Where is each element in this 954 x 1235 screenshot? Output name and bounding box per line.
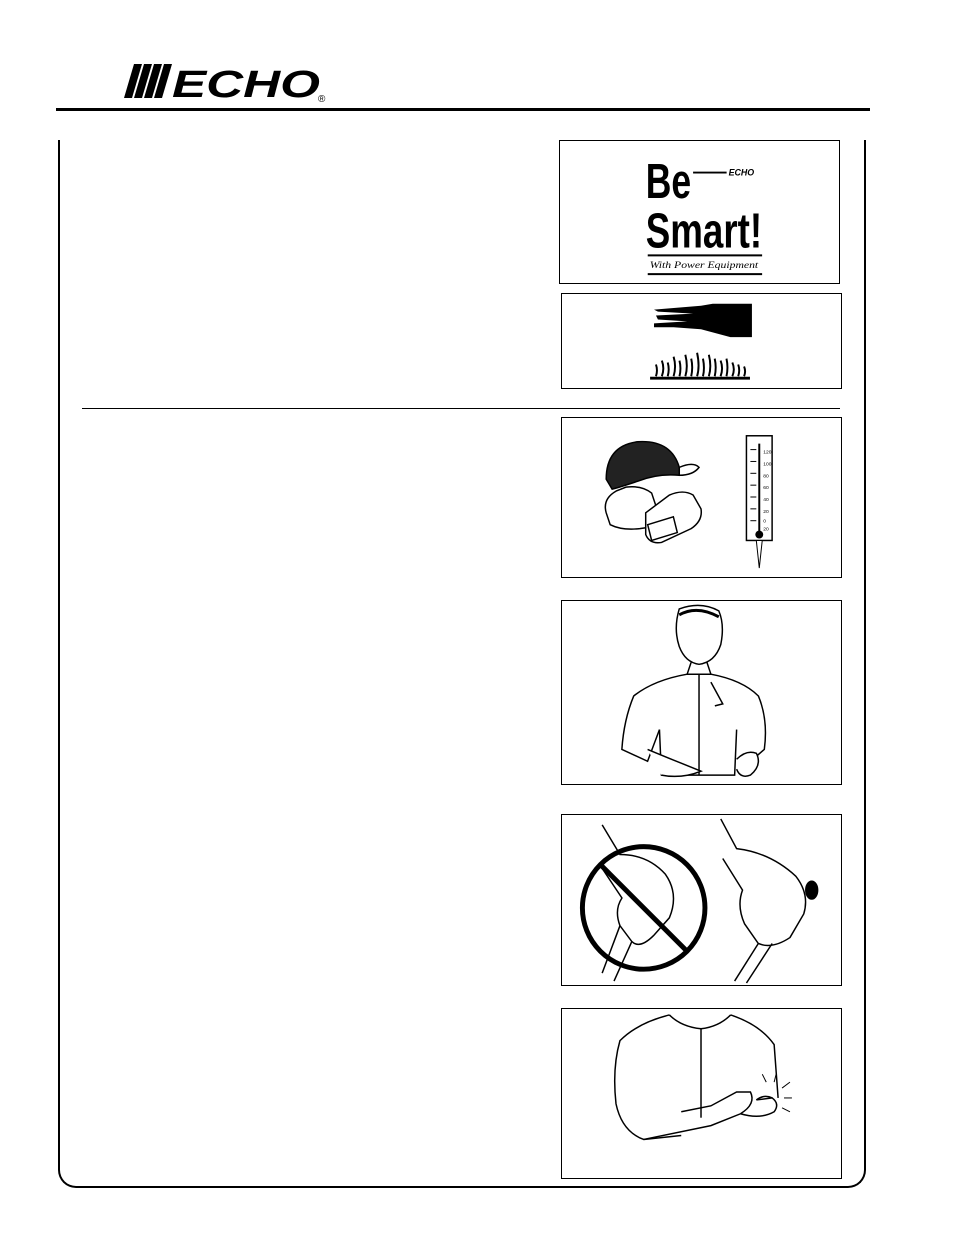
thermometer-mark-7: 20 xyxy=(763,527,769,533)
protective-gear-panel xyxy=(561,417,842,578)
gloves-icon xyxy=(605,487,701,543)
be-smart-line2: Smart! xyxy=(645,203,763,259)
be-smart-panel xyxy=(559,140,840,284)
grip-comparison-panel xyxy=(561,814,842,986)
thermometer-mark-2: 80 xyxy=(763,474,769,480)
correct-grip-icon xyxy=(721,819,818,983)
be-smart-brand: ECHO xyxy=(728,167,755,178)
thermometer-icon xyxy=(746,436,772,568)
be-smart-tagline: With Power Equipment xyxy=(649,260,759,272)
hand-icon xyxy=(654,304,752,337)
be-smart-line1: Be xyxy=(645,154,692,210)
thermometer-mark-5: 20 xyxy=(763,509,769,515)
registered-mark: ® xyxy=(318,94,326,104)
logo-speed-stripes xyxy=(124,64,172,98)
hot-surface-panel xyxy=(561,293,842,389)
thermometer-mark-0: 120 xyxy=(763,450,772,456)
echo-logo xyxy=(122,58,332,104)
heat-waves-icon xyxy=(656,353,745,377)
thermometer-mark-3: 60 xyxy=(763,486,769,492)
thermometer-mark-6: 0 xyxy=(763,519,766,525)
section-divider xyxy=(82,408,840,409)
cap-icon xyxy=(606,442,699,490)
header-rule xyxy=(56,108,870,111)
thermometer-mark-1: 100 xyxy=(763,462,772,468)
logo-wordmark: ECHO xyxy=(172,64,320,104)
man-examining-hands-panel xyxy=(561,600,842,785)
hand-numbness-panel xyxy=(561,1008,842,1179)
man-figure-icon xyxy=(622,605,766,776)
hands-rubbing-icon xyxy=(615,1015,792,1140)
thermometer-mark-4: 40 xyxy=(763,497,769,503)
incorrect-grip-icon xyxy=(582,825,705,981)
